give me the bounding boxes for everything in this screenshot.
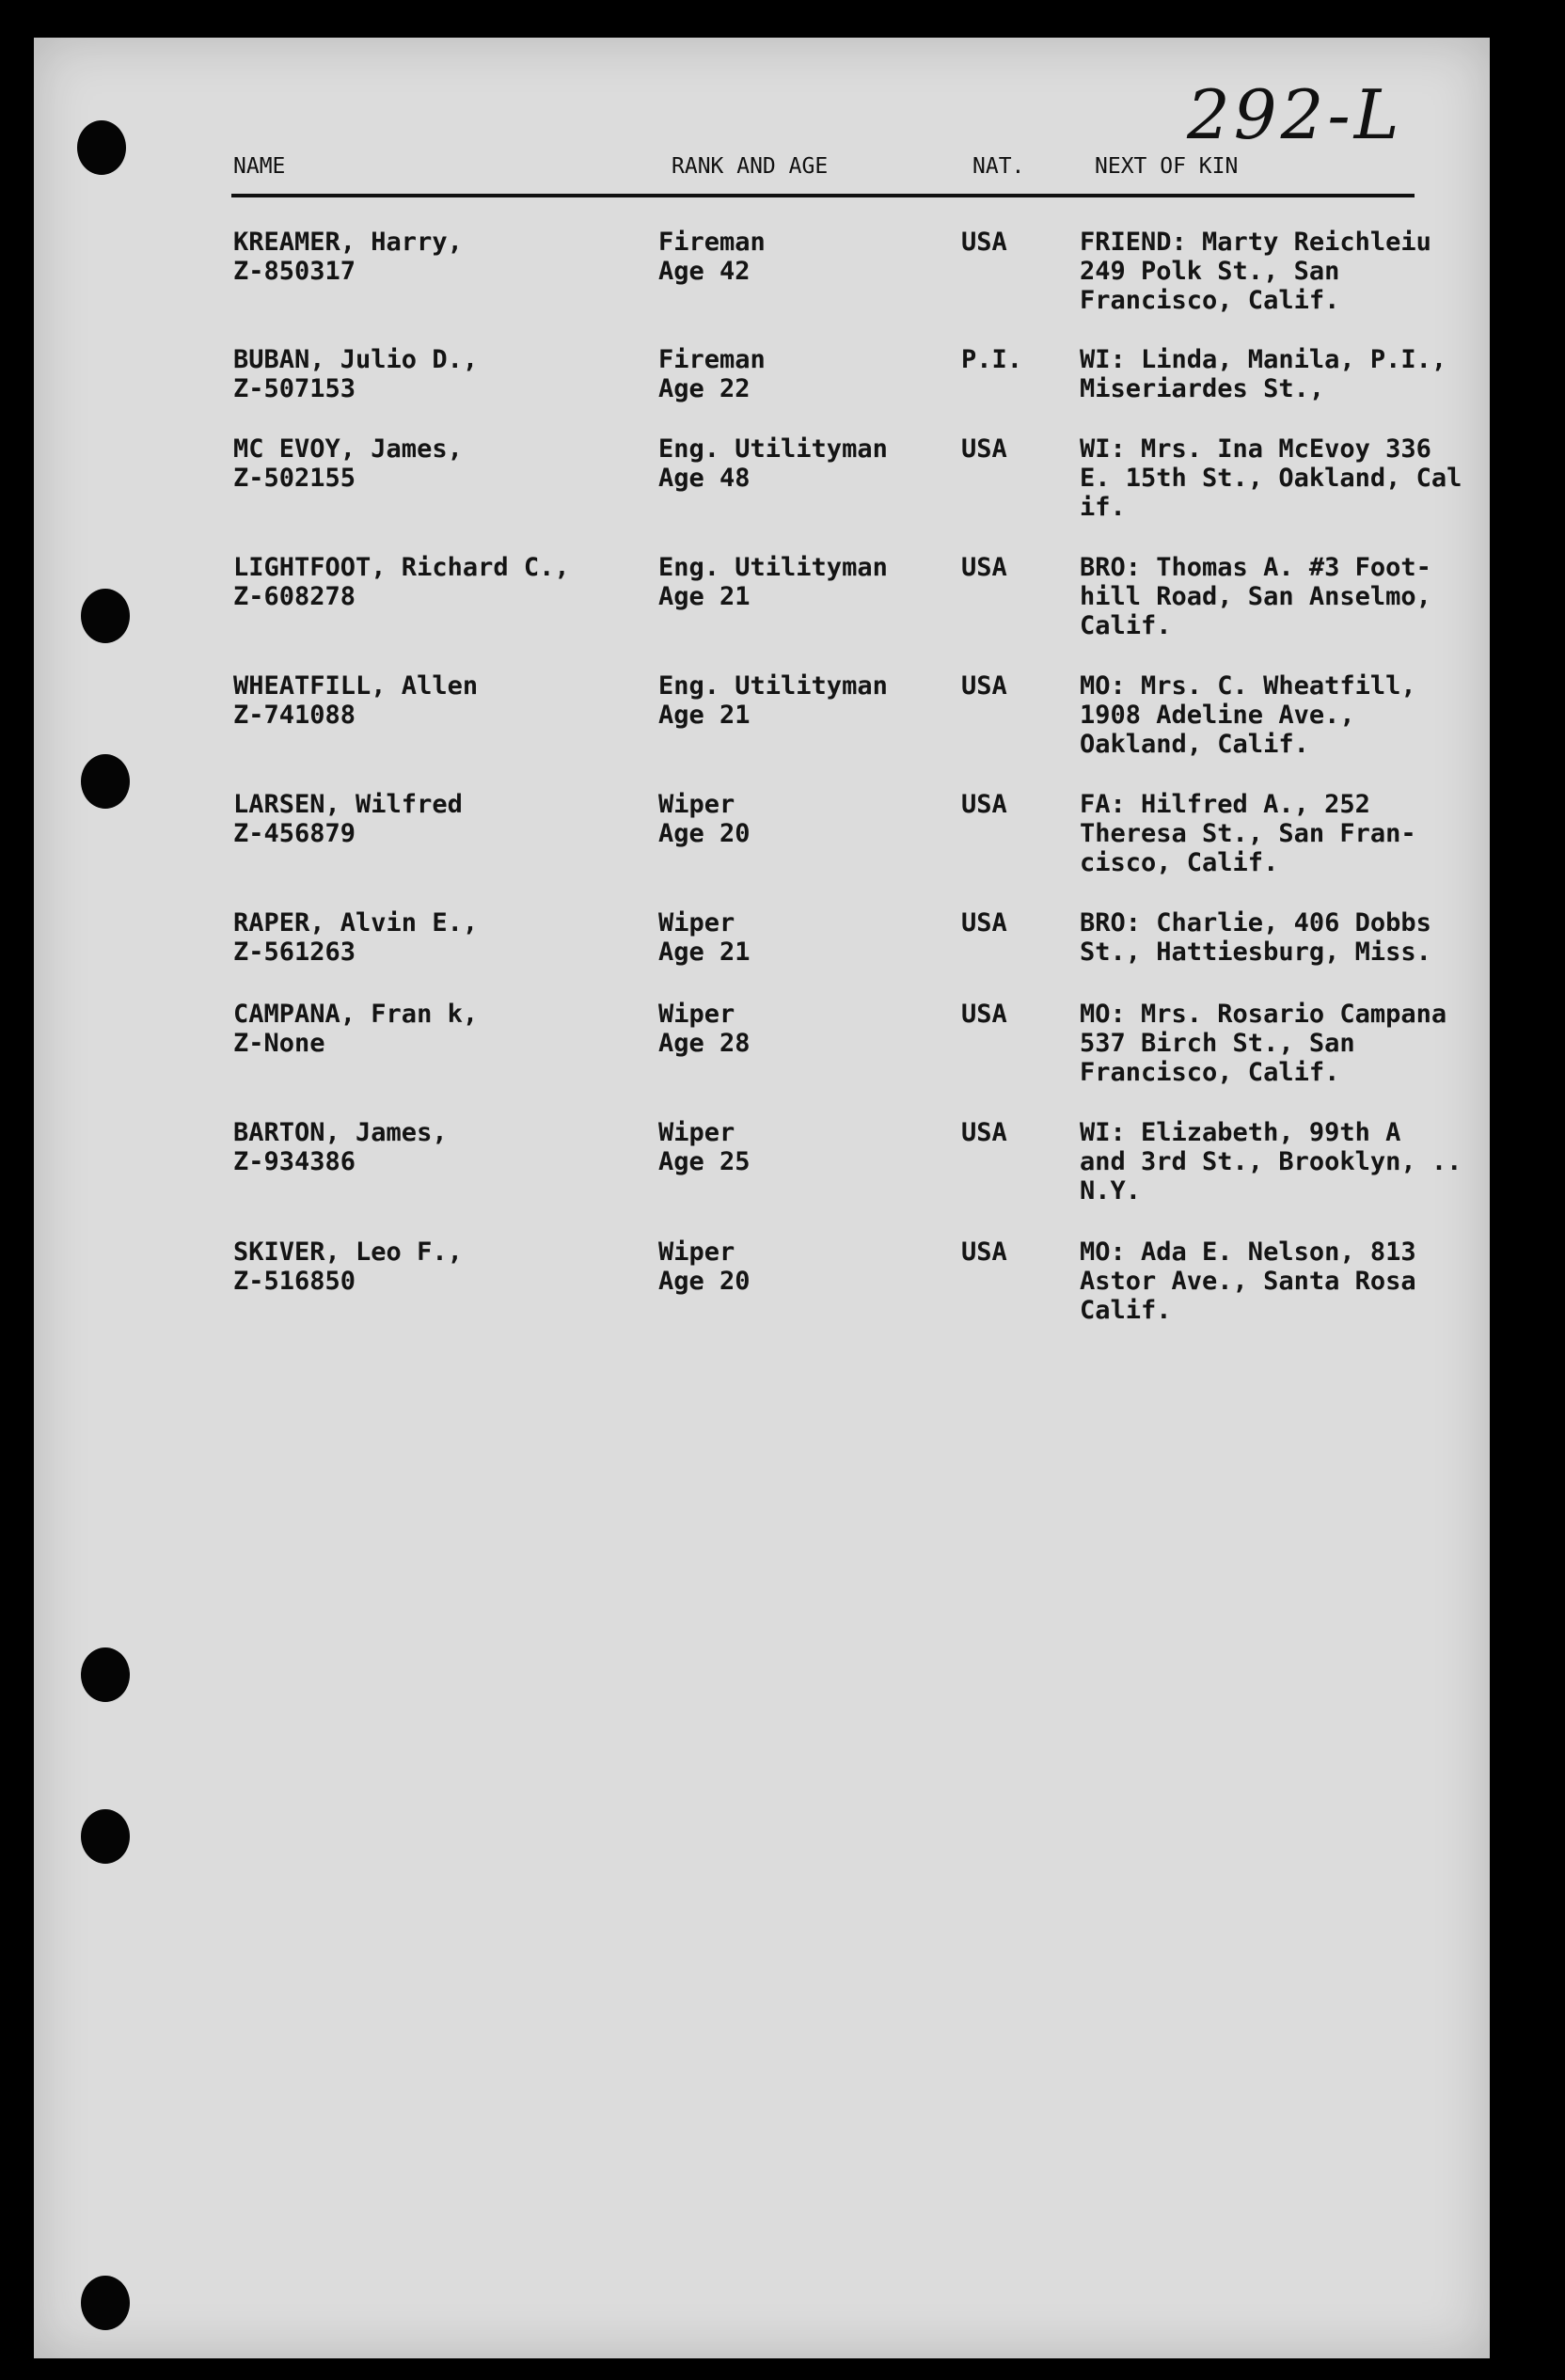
next-of-kin-line: MO: Mrs. Rosario Campana (1080, 1000, 1447, 1029)
punch-hole (81, 2276, 130, 2330)
crew-rank: Wiper (658, 1118, 735, 1147)
crew-number: Z-608278 (233, 582, 356, 611)
crew-number: Z-561263 (233, 938, 356, 967)
crew-age: Age 25 (658, 1147, 751, 1176)
crew-name: CAMPANA, Fran k, (233, 1000, 479, 1029)
next-of-kin-line: Francisco, Calif. (1080, 286, 1340, 315)
next-of-kin-line: Astor Ave., Santa Rosa (1080, 1267, 1416, 1296)
crew-name: MC EVOY, James, (233, 434, 463, 464)
crew-age: Age 28 (658, 1029, 751, 1058)
crew-name: SKIVER, Leo F., (233, 1237, 463, 1267)
header-name: NAME (233, 154, 286, 179)
crew-nationality: P.I. (961, 345, 1023, 374)
next-of-kin-line: cisco, Calif. (1080, 848, 1279, 877)
crew-nationality: USA (961, 1118, 1007, 1147)
next-of-kin-line: Calif. (1080, 611, 1172, 640)
punch-hole (81, 589, 130, 643)
crew-rank: Eng. Utilityman (658, 434, 888, 464)
crew-age: Age 20 (658, 1267, 751, 1296)
crew-age: Age 21 (658, 938, 751, 967)
next-of-kin-line: FA: Hilfred A., 252 (1080, 790, 1370, 819)
crew-name: LARSEN, Wilfred (233, 790, 463, 819)
crew-age: Age 22 (658, 374, 751, 403)
header-nat: NAT. (972, 154, 1025, 179)
crew-nationality: USA (961, 1000, 1007, 1029)
crew-name: BUBAN, Julio D., (233, 345, 479, 374)
next-of-kin-line: Francisco, Calif. (1080, 1058, 1340, 1087)
header-rank-age: RANK AND AGE (672, 154, 829, 179)
crew-rank: Wiper (658, 908, 735, 938)
crew-number: Z-456879 (233, 819, 356, 848)
next-of-kin-line: and 3rd St., Brooklyn, .. (1080, 1147, 1462, 1176)
crew-nationality: USA (961, 671, 1007, 701)
crew-nationality: USA (961, 434, 1007, 464)
crew-name: WHEATFILL, Allen (233, 671, 479, 701)
crew-nationality: USA (961, 228, 1007, 257)
crew-number: Z-507153 (233, 374, 356, 403)
crew-name: LIGHTFOOT, Richard C., (233, 553, 570, 582)
next-of-kin-line: N.Y. (1080, 1176, 1142, 1206)
next-of-kin-line: Miseriardes St., (1080, 374, 1325, 403)
crew-number: Z-741088 (233, 701, 356, 730)
crew-name: BARTON, James, (233, 1118, 448, 1147)
next-of-kin-line: Oakland, Calif. (1080, 730, 1309, 759)
crew-number: Z-850317 (233, 257, 356, 286)
next-of-kin-line: BRO: Thomas A. #3 Foot- (1080, 553, 1431, 582)
punch-hole (81, 1647, 130, 1702)
next-of-kin-line: Theresa St., San Fran- (1080, 819, 1416, 848)
punch-hole (77, 120, 126, 175)
next-of-kin-line: MO: Mrs. C. Wheatfill, (1080, 671, 1416, 701)
next-of-kin-line: if. (1080, 493, 1126, 522)
next-of-kin-line: E. 15th St., Oakland, Cal (1080, 464, 1462, 493)
next-of-kin-line: FRIEND: Marty Reichleiu (1080, 228, 1431, 257)
crew-nationality: USA (961, 790, 1007, 819)
crew-rank: Fireman (658, 228, 766, 257)
crew-nationality: USA (961, 1237, 1007, 1267)
next-of-kin-line: hill Road, San Anselmo, (1080, 582, 1431, 611)
crew-rank: Wiper (658, 790, 735, 819)
crew-age: Age 21 (658, 701, 751, 730)
next-of-kin-line: WI: Linda, Manila, P.I., (1080, 345, 1447, 374)
crew-rank: Wiper (658, 1237, 735, 1267)
next-of-kin-line: WI: Mrs. Ina McEvoy 336 (1080, 434, 1431, 464)
crew-rank: Eng. Utilityman (658, 671, 888, 701)
crew-nationality: USA (961, 553, 1007, 582)
crew-number: Z-502155 (233, 464, 356, 493)
next-of-kin-line: Calif. (1080, 1296, 1172, 1325)
crew-number: Z-None (233, 1029, 325, 1058)
punch-hole (81, 1809, 130, 1864)
crew-name: RAPER, Alvin E., (233, 908, 479, 938)
page-number: 292-L (1187, 75, 1403, 154)
next-of-kin-line: 1908 Adeline Ave., (1080, 701, 1355, 730)
crew-number: Z-516850 (233, 1267, 356, 1296)
crew-rank: Wiper (658, 1000, 735, 1029)
next-of-kin-line: WI: Elizabeth, 99th A (1080, 1118, 1401, 1147)
next-of-kin-line: St., Hattiesburg, Miss. (1080, 938, 1431, 967)
next-of-kin-line: 537 Birch St., San (1080, 1029, 1355, 1058)
header-rule (231, 194, 1415, 197)
next-of-kin-line: MO: Ada E. Nelson, 813 (1080, 1237, 1416, 1267)
punch-hole (81, 754, 130, 809)
crew-rank: Eng. Utilityman (658, 553, 888, 582)
crew-name: KREAMER, Harry, (233, 228, 463, 257)
next-of-kin-line: BRO: Charlie, 406 Dobbs (1080, 908, 1431, 938)
crew-rank: Fireman (658, 345, 766, 374)
crew-age: Age 48 (658, 464, 751, 493)
crew-age: Age 20 (658, 819, 751, 848)
crew-age: Age 42 (658, 257, 751, 286)
header-next-of-kin: NEXT OF KIN (1095, 154, 1239, 179)
crew-age: Age 21 (658, 582, 751, 611)
next-of-kin-line: 249 Polk St., San (1080, 257, 1340, 286)
crew-number: Z-934386 (233, 1147, 356, 1176)
crew-nationality: USA (961, 908, 1007, 938)
